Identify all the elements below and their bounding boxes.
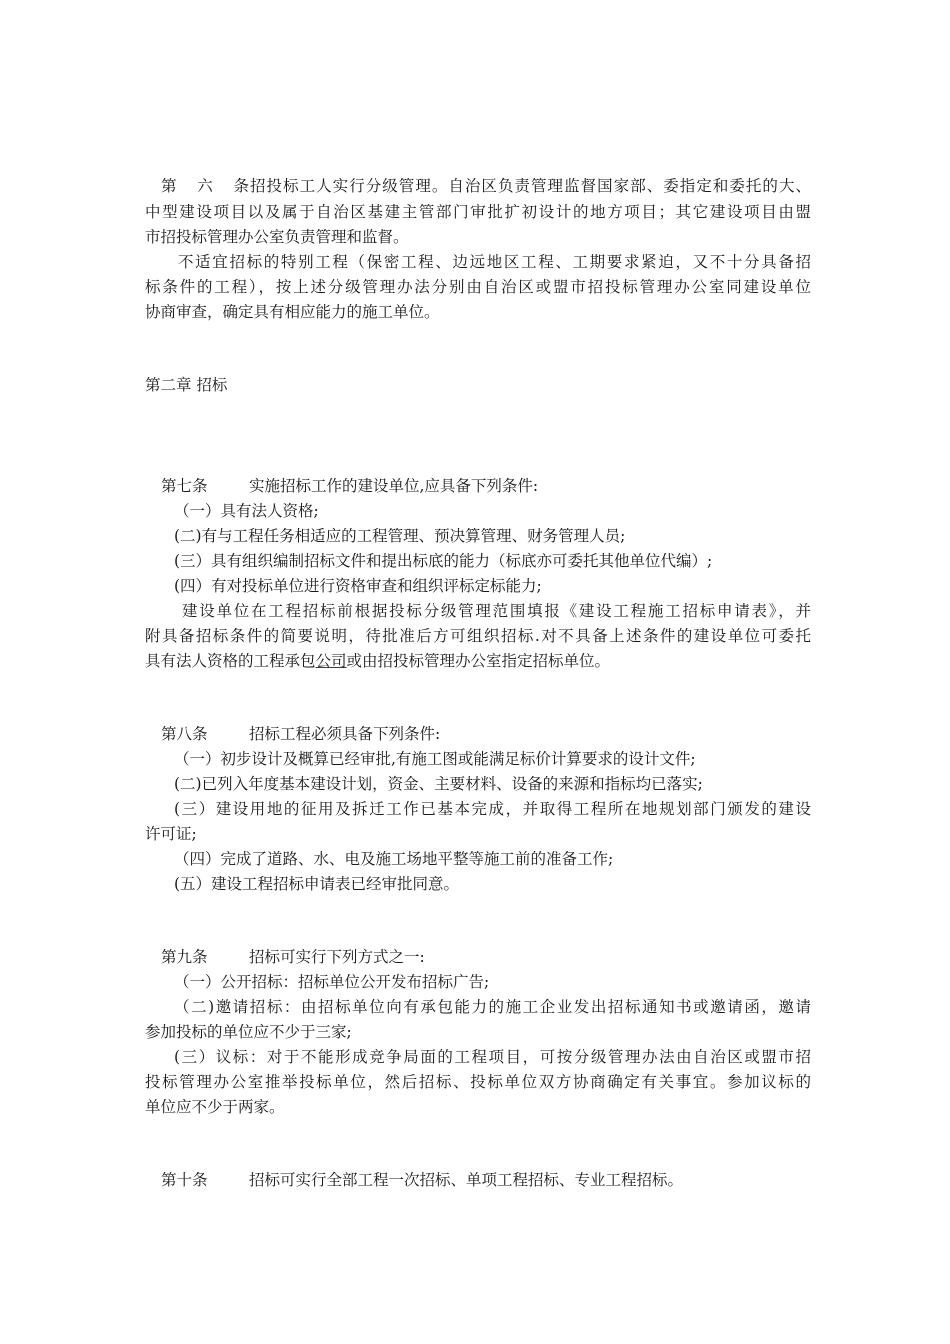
article-9-item-1: （一）公开招标：招标单位公开发布招标广告; xyxy=(174,973,490,991)
article-9-number: 第九条 xyxy=(161,948,208,966)
article-8-item-2: (二)已列入年度基本建设计划，资金、主要材料、设备的来源和指标均已落实; xyxy=(174,775,703,793)
article-7-intro: 第七条 实施招标工作的建设单位,应具备下列条件: xyxy=(145,474,811,499)
article-7-item-2: (二)有与工程任务相适应的工程管理、预决算管理、财务管理人员; xyxy=(174,527,626,545)
article-6-line-2: 中型建设项目以及属于自治区基建主管部门审批扩初设计的地方项目；其它建设项目由盟 xyxy=(145,203,811,221)
article-9-item-2-line-1: （二)邀请招标：由招标单位向有承包能力的施工企业发出招标通知书或邀请函，邀请 xyxy=(174,998,811,1016)
article-7-para-line-3: 具有法人资格的工程承包公司或由招投标管理办公室指定招标单位。 xyxy=(145,652,611,670)
article-7-para-line-2: 附具备招标条件的简要说明，待批准后方可组织招标.对不具备上述条件的建设单位可委托 xyxy=(145,627,811,645)
article-9-item-3-line-1: (三）议标：对于不能形成竞争局面的工程项目，可按分级管理办法由自治区或盟市招 xyxy=(174,1048,811,1066)
article-8-item-3-line-2: 许可证; xyxy=(145,825,197,843)
article-6-para2-line-3: 协商审查，确定具有相应能力的施工单位。 xyxy=(145,303,440,321)
article-7-para-line-1: 建设单位在工程招标前根据投标分级管理范围填报《建设工程施工招标申请表》，并 xyxy=(182,602,811,620)
article-8-item-4: （四）完成了道路、水、电及施工场地平整等施工前的准备工作; xyxy=(174,850,614,868)
article-6-para2-line-2: 标条件的工程），按上述分级管理办法分别由自治区或盟市招投标管理办公室同建设单位 xyxy=(145,278,811,296)
article-8-item-3-line-1: (三）建设用地的征用及拆迁工作已基本完成，并取得工程所在地规划部门颁发的建设 xyxy=(174,800,811,818)
article-7-number: 第七条 xyxy=(161,477,208,495)
article-6-line-3: 市招投标管理办公室负责管理和监督。 xyxy=(145,228,409,246)
article-10: 第十条 招标可实行全部工程一次招标、单项工程招标、专业工程招标。 xyxy=(145,1168,811,1193)
article-9-intro: 第九条 招标可实行下列方式之一: xyxy=(145,945,811,970)
article-6-line-1: 第六条招投标工人实行分级管理。自治区负责管理监督国家部、委指定和委托的大、 xyxy=(145,174,811,199)
article-6-number: 第六条 xyxy=(161,177,249,195)
article-9-item-3-line-2: 投标管理办公室推举投标单位，然后招标、投标单位双方协商确定有关事宜。参加议标的 xyxy=(145,1073,811,1091)
article-6-para2-line-1: 不适宜招标的特别工程（保密工程、边远地区工程、工期要求紧迫，又不十分具备招 xyxy=(178,253,811,271)
article-8-intro: 第八条 招标工程必须具备下列条件: xyxy=(145,722,811,747)
article-7-item-3: (三）具有组织编制招标文件和提出标底的能力（标底亦可委托其他单位代编）; xyxy=(174,552,713,570)
chapter-2-heading: 第二章 招标 xyxy=(145,376,228,394)
company-link[interactable]: 公司 xyxy=(315,652,347,670)
article-7-item-4: (四）有对投标单位进行资格审查和组织评标定标能力; xyxy=(174,577,542,595)
article-8-item-5: (五）建设工程招标申请表已经审批同意。 xyxy=(174,875,460,893)
article-8-number: 第八条 xyxy=(161,725,208,743)
article-7-item-1: （一）具有法人资格; xyxy=(174,502,319,520)
article-8-item-1: （一）初步设计及概算已经审批,有施工图或能满足标价计算要求的设计文件; xyxy=(174,750,696,768)
article-10-number: 第十条 xyxy=(161,1171,208,1189)
article-9-item-2-line-2: 参加投标的单位应不少于三家; xyxy=(145,1023,352,1041)
article-9-item-3-line-3: 单位应不少于两家。 xyxy=(145,1098,285,1116)
